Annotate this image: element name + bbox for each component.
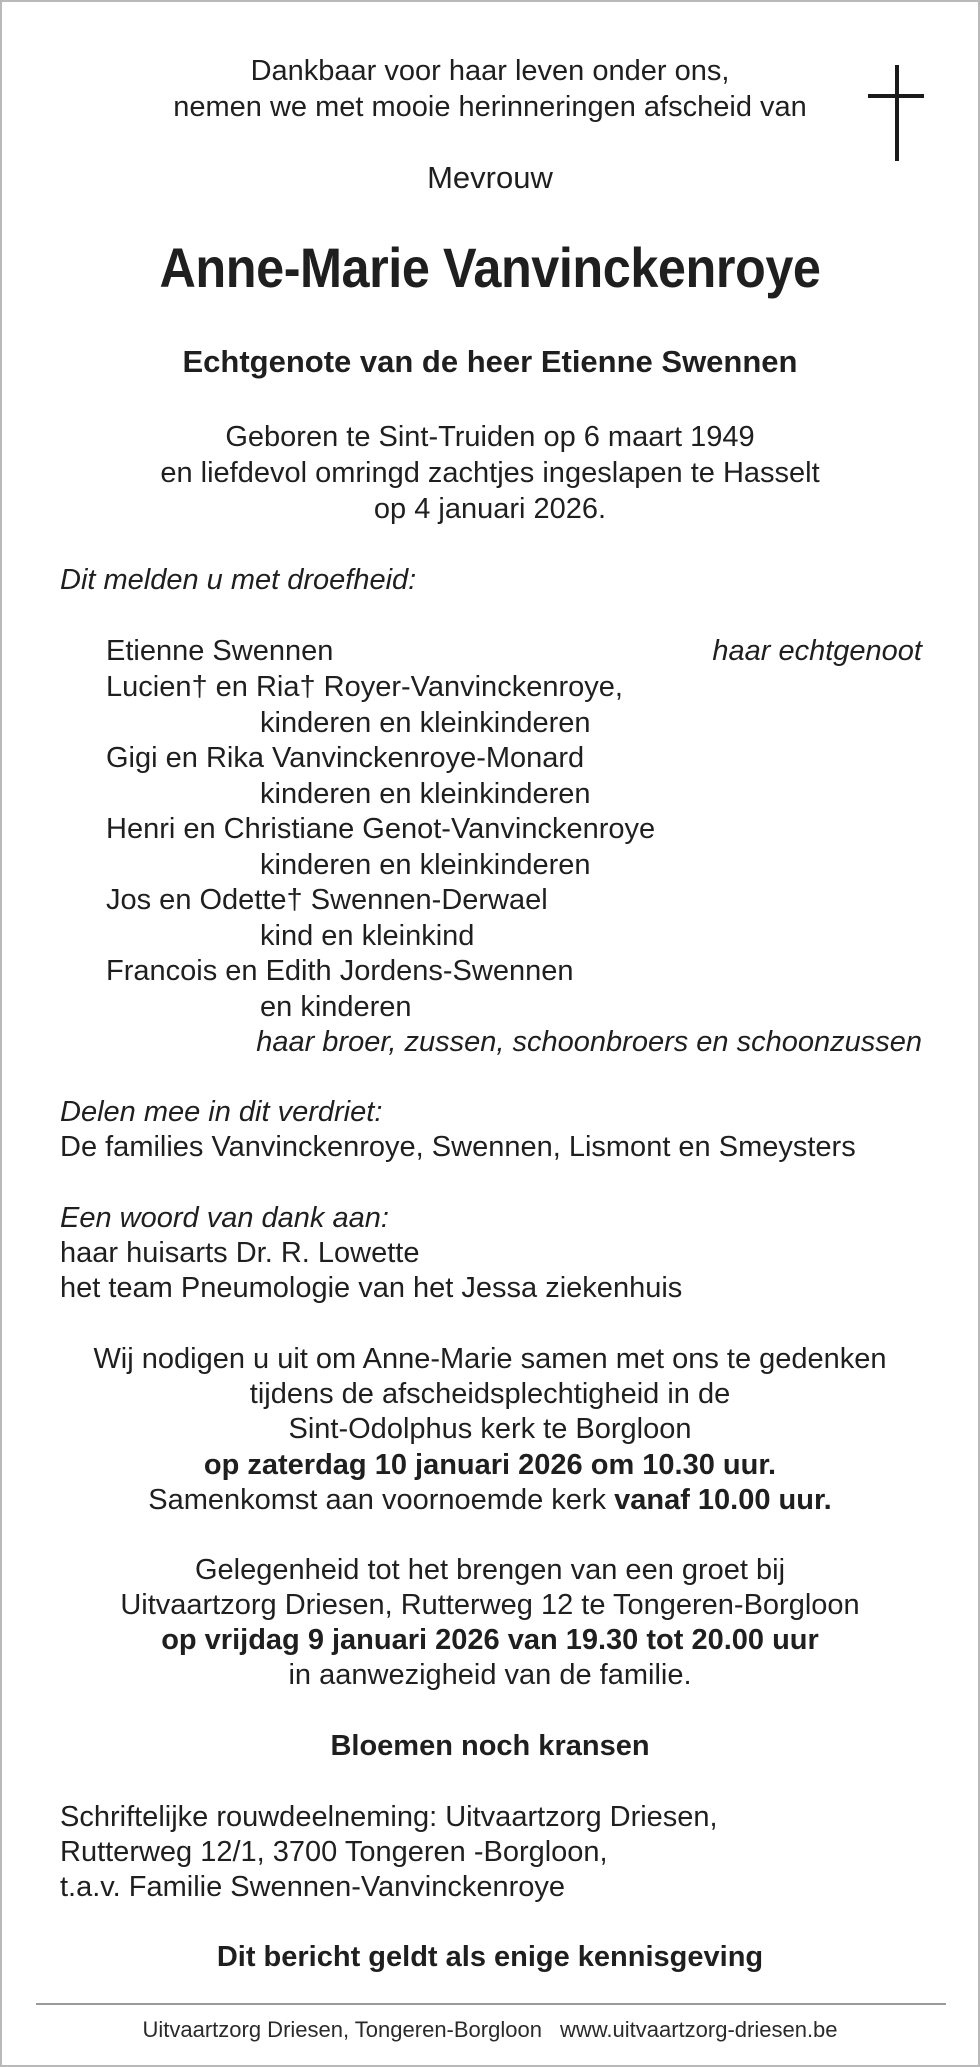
passing-date-line: op 4 januari 2026. <box>373 493 607 525</box>
birth-line: Geboren te Sint-Truiden op 6 maart 1949 <box>225 421 755 453</box>
family-entry-relation: kind en kleinkind <box>260 920 475 952</box>
share-heading: Delen mee in dit verdriet: <box>60 1096 383 1128</box>
ceremony-date: op zaterdag 10 januari 2026 om 10.30 uur. <box>203 1449 777 1481</box>
salutation: Mevrouw <box>427 160 553 195</box>
family-entry-names: Francois en Edith Jordens-Swennen <box>106 955 574 987</box>
spouse-relation: haar echtgenoot <box>712 635 922 667</box>
visitation-date: op vrijdag 9 januari 2026 van 19.30 tot 20.00 uur <box>161 1624 819 1656</box>
family-heading: Dit melden u met droefheid: <box>60 564 417 596</box>
ceremony-location: Sint-Odolphus kerk te Borgloon <box>288 1413 692 1445</box>
gathering-time: vanaf 10.00 uur. <box>614 1484 832 1516</box>
passing-line: en liefdevol omringd zachtjes ingeslapen te Hasselt <box>160 457 820 489</box>
family-entry-relation: en kinderen <box>260 991 412 1023</box>
condolence-line: Rutterweg 12/1, 3700 Tongeren -Borgloon, <box>60 1836 608 1868</box>
thanks-heading: Een woord van dank aan: <box>60 1202 389 1234</box>
flowers-note: Bloemen noch kransen <box>330 1730 650 1762</box>
intro-line-2: nemen we met mooie herinneringen afscheid van <box>173 91 807 123</box>
thanks-line: het team Pneumologie van het Jessa ziekenhuis <box>60 1272 683 1304</box>
visitation-closing: in aanwezigheid van de familie. <box>288 1659 692 1691</box>
spouse-line: Echtgenote van de heer Etienne Swennen <box>182 344 798 379</box>
condolence-line: Schriftelijke rouwdeelneming: Uitvaartzorg Driesen, <box>60 1801 718 1833</box>
ceremony-line: tijdens de afscheidsplechtigheid in de <box>249 1378 731 1410</box>
family-entry-relation: kinderen en kleinkinderen <box>260 778 591 810</box>
visitation-line: Gelegenheid tot het brengen van een groet bij <box>194 1554 786 1586</box>
intro-line-1: Dankbaar voor haar leven onder ons, <box>250 55 730 87</box>
notice-line: Dit bericht geldt als enige kennisgeving <box>216 1941 764 1973</box>
share-families: De families Vanvinckenroye, Swennen, Lismont en Smeysters <box>60 1131 856 1163</box>
ceremony-line: Wij nodigen u uit om Anne-Marie samen met ons te gedenken <box>93 1343 887 1375</box>
family-entry-names: Lucien† en Ria† Royer-Vanvinckenroye, <box>106 671 623 703</box>
condolence-line: t.a.v. Familie Swennen-Vanvinckenroye <box>60 1871 566 1903</box>
visitation-line: Uitvaartzorg Driesen, Rutterweg 12 te Tongeren-Borgloon <box>120 1589 860 1621</box>
family-entry-names: Henri en Christiane Genot-Vanvinckenroye <box>106 813 656 845</box>
footer-company: Uitvaartzorg Driesen, Tongeren-Borgloon <box>142 2017 542 2042</box>
gathering-text: Samenkomst aan voornoemde kerk <box>148 1484 615 1516</box>
family-summary: haar broer, zussen, schoonbroers en schoonzussen <box>256 1026 922 1058</box>
footer-divider <box>36 2003 946 2005</box>
footer-website-link[interactable]: www.uitvaartzorg-driesen.be <box>559 2017 838 2042</box>
footer <box>2 2016 978 2044</box>
ceremony-gathering <box>2 1482 978 1518</box>
family-entry-relation: kinderen en kleinkinderen <box>260 849 591 881</box>
deceased-name: Anne-Marie Vanvinckenroye <box>159 236 821 299</box>
family-entry-names: Jos en Odette† Swennen-Derwael <box>106 884 548 916</box>
family-entry-relation: kinderen en kleinkinderen <box>260 707 591 739</box>
family-entry-names: Gigi en Rika Vanvinckenroye-Monard <box>106 742 585 774</box>
spouse-name: Etienne Swennen <box>106 635 334 667</box>
thanks-line: haar huisarts Dr. R. Lowette <box>60 1237 420 1269</box>
